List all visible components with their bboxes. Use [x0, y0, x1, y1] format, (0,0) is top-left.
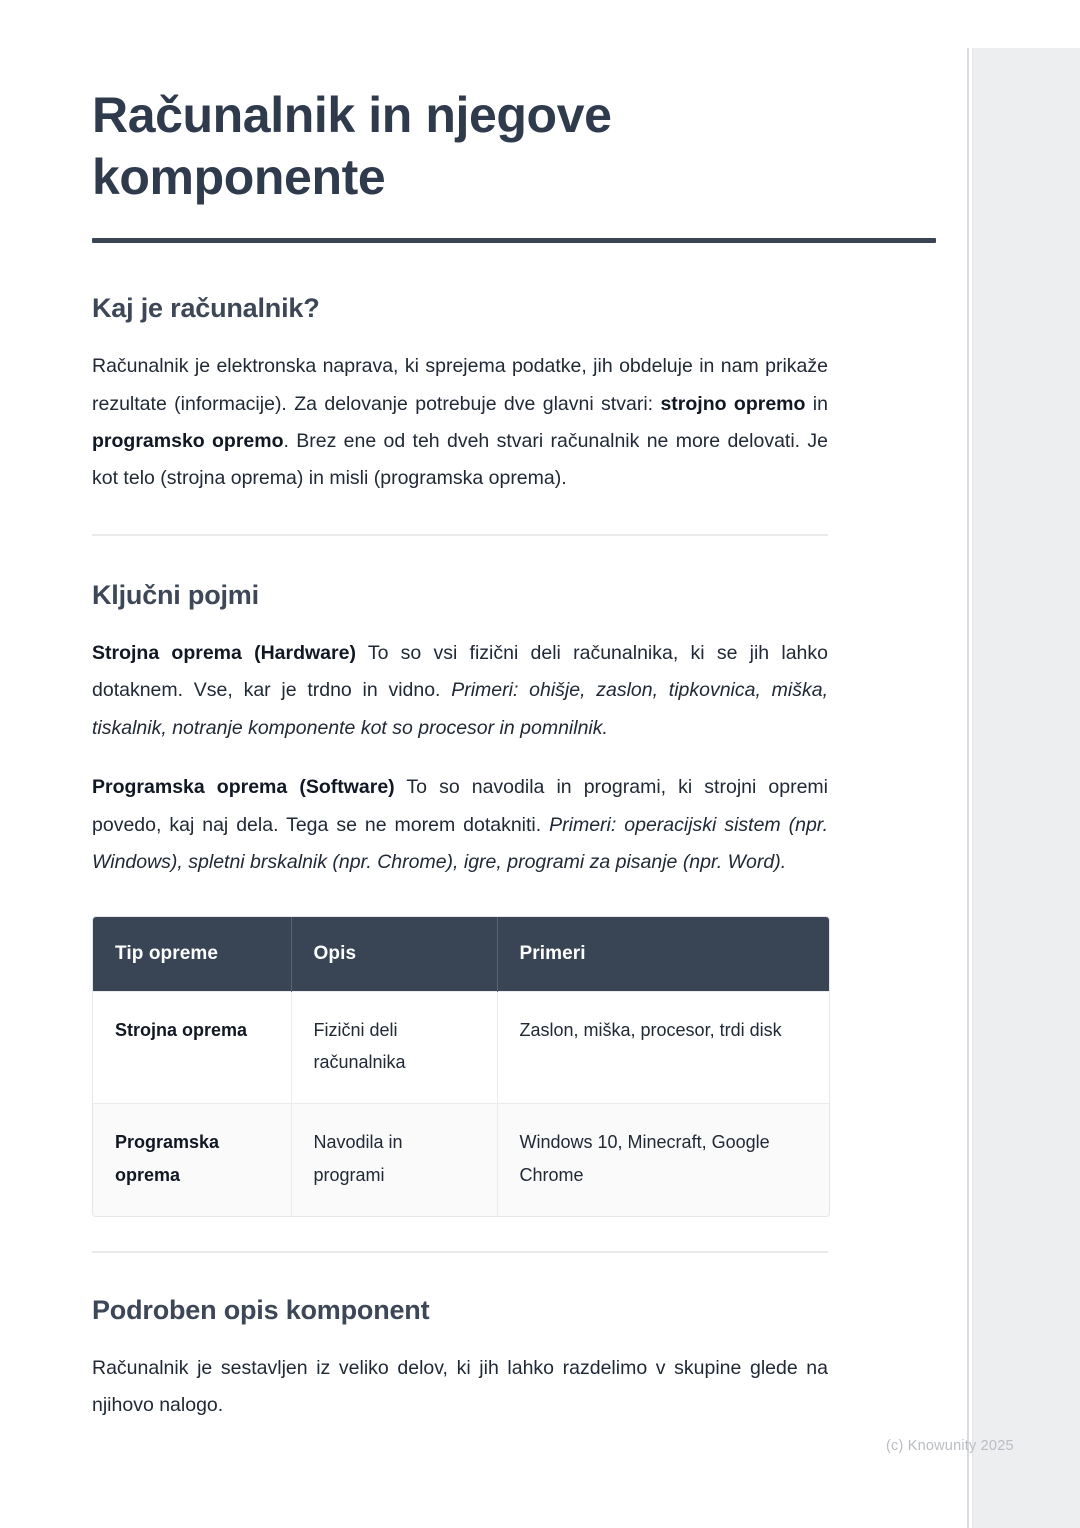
table-cell-type: Strojna oprema [93, 991, 291, 1104]
equipment-comparison-table [92, 916, 830, 1217]
table-cell-type: Programska oprema [93, 1104, 291, 1216]
emphasis-hardware: strojno opremo [660, 392, 806, 415]
emphasis-software: programsko opremo [92, 429, 284, 452]
term-lead-hardware: Strojna oprema (Hardware) [92, 641, 356, 664]
term-text-software: To so navodila in programi, ki strojni opremi povedo, kaj naj dela. Tega se ne morem dotakniti. [92, 776, 829, 836]
paragraph-text-part3: . Brez ene od teh dveh stvari računalnik ne more delovati. Je kot telo (strojna oprema) in misli (programska oprema). [92, 429, 828, 490]
table-header-type: Tip opreme [93, 917, 291, 992]
section-heading-what-is-computer: Kaj je računalnik? [92, 293, 320, 323]
table-cell-examples: Zaslon, miška, procesor, trdi disk [497, 991, 829, 1104]
paragraph-text-part2: in [805, 392, 828, 415]
paragraph-hardware-definition [92, 613, 828, 747]
paragraph-text-part1: Računalnik je elektronska naprava, ki sprejema podatke, jih obdeluje in nam prikaže rezultate (informacije). Za delovanje potrebuje dve glavni stvari: [92, 355, 828, 415]
term-examples-hardware: Primeri: ohišje, zaslon, tipkovnica, miška, tiskalnik, notranje komponente kot so procesor in pomnilnik. [92, 679, 828, 739]
table-row [93, 991, 829, 1104]
term-lead-software: Programska oprema (Software) [92, 776, 395, 799]
page-edge-divider [967, 48, 969, 1528]
paragraph-software-definition [92, 747, 828, 881]
term-text-hardware: To so vsi fizični deli računalnika, ki se jih lahko dotaknem. Vse, kar je trdno in vidno. [92, 641, 829, 702]
table-cell-description: Fizični deli računalnika [291, 991, 497, 1104]
right-gutter-panel [972, 48, 1080, 1528]
section-heading-detailed-description: Podroben opis komponent [92, 1294, 430, 1325]
table-cell-description: Navodila in programi [291, 1104, 497, 1216]
page-title: Računalnik in njegove komponente [92, 87, 612, 205]
table-row [93, 1104, 829, 1216]
copyright-watermark: (c) Knowunity 2025 [886, 1438, 1014, 1454]
term-examples-software: Primeri: operacijski sistem (npr. Windows), spletni brskalnik (npr. Chrome), igre, programi za pisanje (npr. Word). [92, 813, 828, 874]
document-content [92, 0, 936, 1425]
table-header-description: Opis [291, 917, 497, 992]
paragraph-what-is-computer [92, 326, 828, 498]
table-cell-examples: Windows 10, Minecraft, Google Chrome [497, 1104, 829, 1216]
table-header-row [93, 917, 829, 992]
table-header-examples: Primeri [497, 917, 829, 992]
section-heading-key-terms: Ključni pojmi [92, 579, 259, 610]
paragraph-detailed-description: Računalnik je sestavljen iz veliko delov, ki jih lahko razdelimo v skupine glede na njihovo nalogo. [92, 1356, 828, 1417]
